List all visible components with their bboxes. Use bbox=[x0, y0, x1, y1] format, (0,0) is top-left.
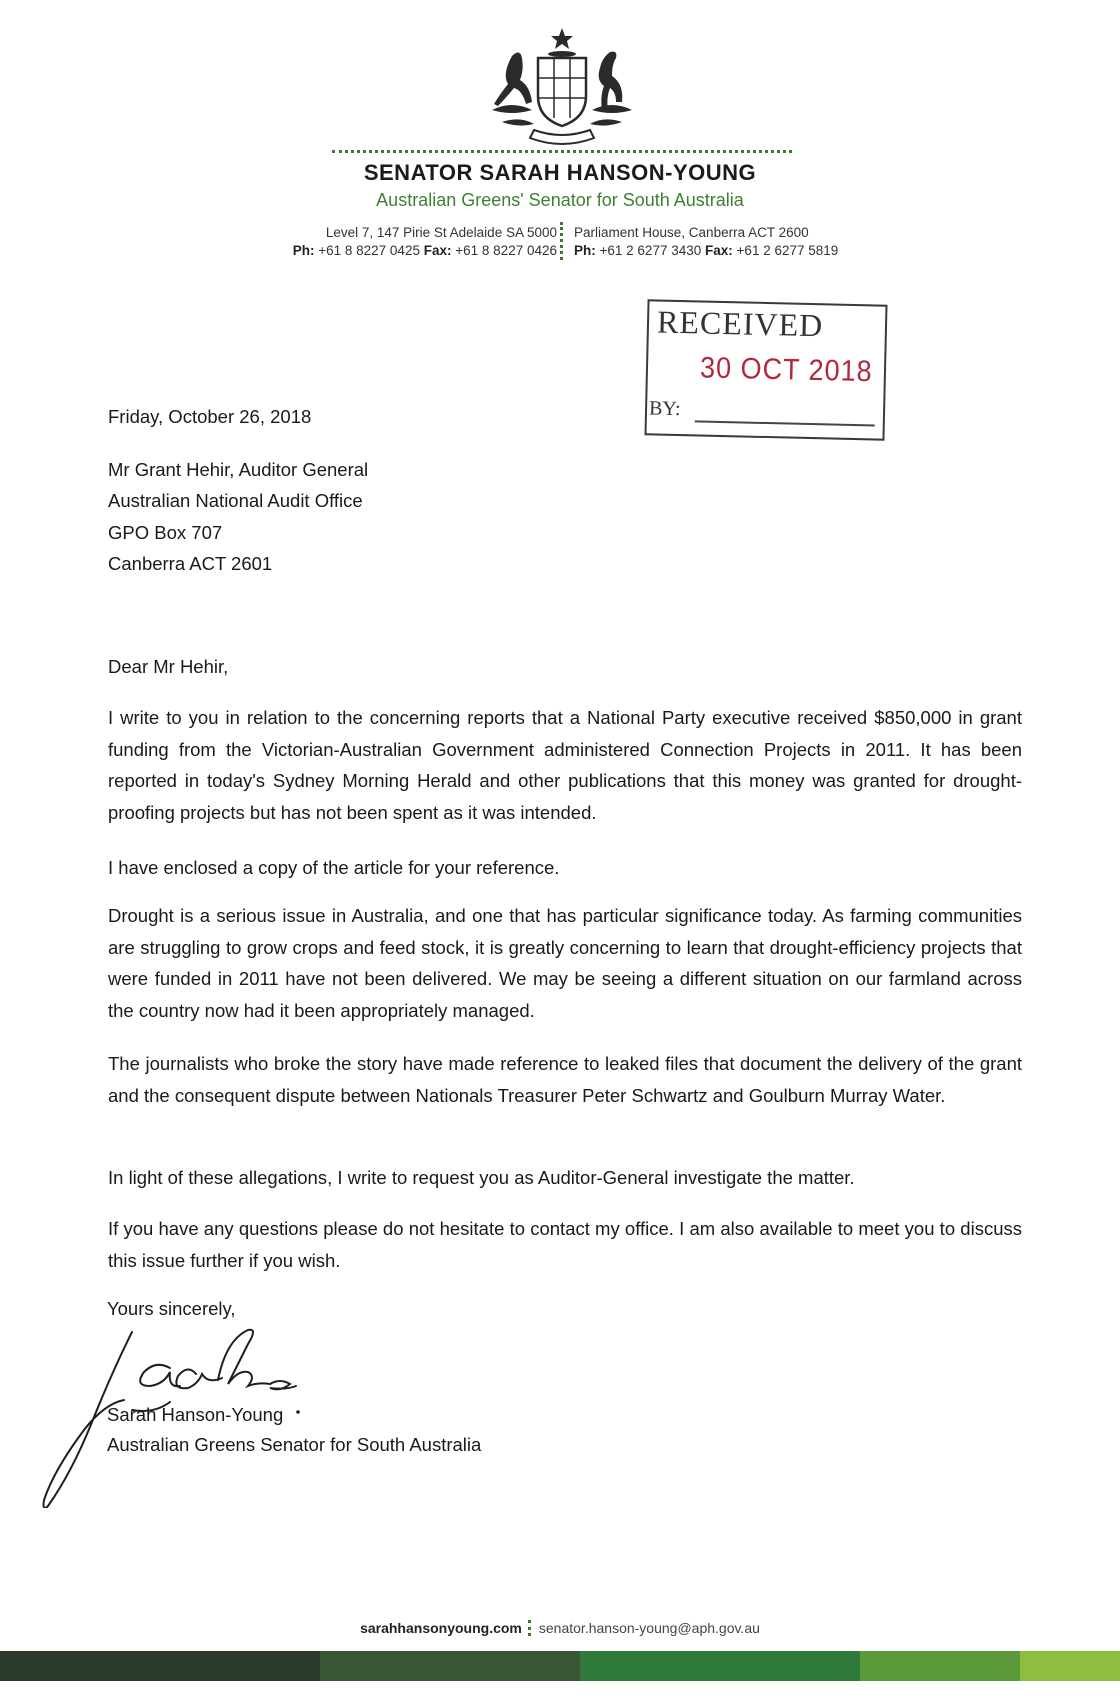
stamp-date: 30 OCT 2018 bbox=[699, 350, 873, 388]
footer-website[interactable]: sarahhansonyoung.com bbox=[360, 1620, 522, 1636]
coat-of-arms-icon bbox=[482, 26, 642, 152]
stamp-by-label: BY: bbox=[648, 397, 681, 421]
footer-email[interactable]: senator.hanson-young@aph.gov.au bbox=[538, 1620, 760, 1636]
adelaide-contact-line bbox=[293, 242, 557, 260]
closing: Yours sincerely, bbox=[107, 1298, 236, 1319]
adelaide-address bbox=[293, 224, 557, 260]
body-paragraph: The journalists who broke the story have made reference to leaked files that document the delivery of the grant and the consequent dispute between Nationals Treasurer Peter Schwartz and Goulburn Murray Water. bbox=[108, 1053, 1022, 1106]
recipient-line: Australian National Audit Office bbox=[108, 490, 363, 511]
adelaide-fax: +61 8 8227 0426 bbox=[455, 243, 557, 258]
band-segment bbox=[860, 1651, 1020, 1681]
canberra-contact-line bbox=[574, 242, 838, 260]
senator-name: SENATOR SARAH HANSON-YOUNG bbox=[363, 160, 757, 185]
letter-date: Friday, October 26, 2018 bbox=[108, 406, 312, 427]
canberra-fax-label: Fax: bbox=[705, 243, 733, 258]
recipient-line: Canberra ACT 2601 bbox=[108, 553, 273, 574]
footer-color-band bbox=[0, 1651, 1120, 1681]
canberra-phone: +61 2 6277 3430 bbox=[599, 243, 702, 258]
canberra-address-line: Parliament House, Canberra ACT 2600 bbox=[574, 225, 809, 240]
stamp-title: RECEIVED bbox=[656, 303, 824, 344]
canberra-address bbox=[574, 224, 838, 260]
adelaide-phone: +61 8 8227 0425 bbox=[318, 243, 420, 258]
body-paragraph: In light of these allegations, I write to request you as Auditor-General investigate the matter. bbox=[108, 1167, 855, 1188]
letterhead-divider bbox=[332, 150, 792, 153]
senator-subtitle: Australian Greens' Senator for South Australia bbox=[376, 190, 744, 210]
recipient-line: GPO Box 707 bbox=[108, 522, 223, 543]
stamp-signature-line bbox=[695, 420, 875, 426]
canberra-fax: +61 2 6277 5819 bbox=[736, 243, 839, 258]
adelaide-address-line: Level 7, 147 Pirie St Adelaide SA 5000 bbox=[325, 225, 557, 240]
band-segment bbox=[580, 1651, 860, 1681]
body-paragraph: Drought is a serious issue in Australia, and one that has particular significance today. As farming communities are struggling to grow crops and feed stock, it is greatly concerning to learn that drought-efficiency projects that were funded in 2011 have not been delivered. We may be seeing a different situation on our farmland across the country now had it been appropriately managed. bbox=[108, 905, 1022, 1021]
footer-separator bbox=[528, 1620, 535, 1636]
salutation: Dear Mr Hehir, bbox=[108, 656, 229, 677]
body-paragraph: I have enclosed a copy of the article for your reference. bbox=[108, 857, 560, 878]
adelaide-fax-label: Fax: bbox=[423, 243, 452, 258]
recipient-line: Mr Grant Hehir, Auditor General bbox=[108, 459, 369, 480]
signatory-title: Australian Greens Senator for South Australia bbox=[107, 1434, 482, 1455]
address-separator bbox=[560, 222, 571, 260]
adelaide-phone-label: Ph: bbox=[292, 243, 315, 258]
band-segment bbox=[320, 1651, 580, 1681]
band-segment bbox=[0, 1651, 320, 1681]
body-paragraph: If you have any questions please do not hesitate to contact my office. I am also available to meet you to discuss this issue further if you wish. bbox=[108, 1218, 1022, 1271]
footer-contact bbox=[0, 1620, 1120, 1636]
body-paragraph: I write to you in relation to the concerning reports that a National Party executive received $850,000 in grant funding from the Victorian-Australian Government administered Connection Projects in 2011. It has been reported in today's Sydney Morning Herald and other publications that this money was granted for drought-proofing projects but has not been spent as it was intended. bbox=[108, 707, 1022, 823]
canberra-phone-label: Ph: bbox=[574, 243, 596, 258]
band-segment bbox=[1020, 1651, 1120, 1681]
signatory-name: Sarah Hanson-Young bbox=[107, 1404, 284, 1425]
received-stamp bbox=[644, 299, 887, 440]
